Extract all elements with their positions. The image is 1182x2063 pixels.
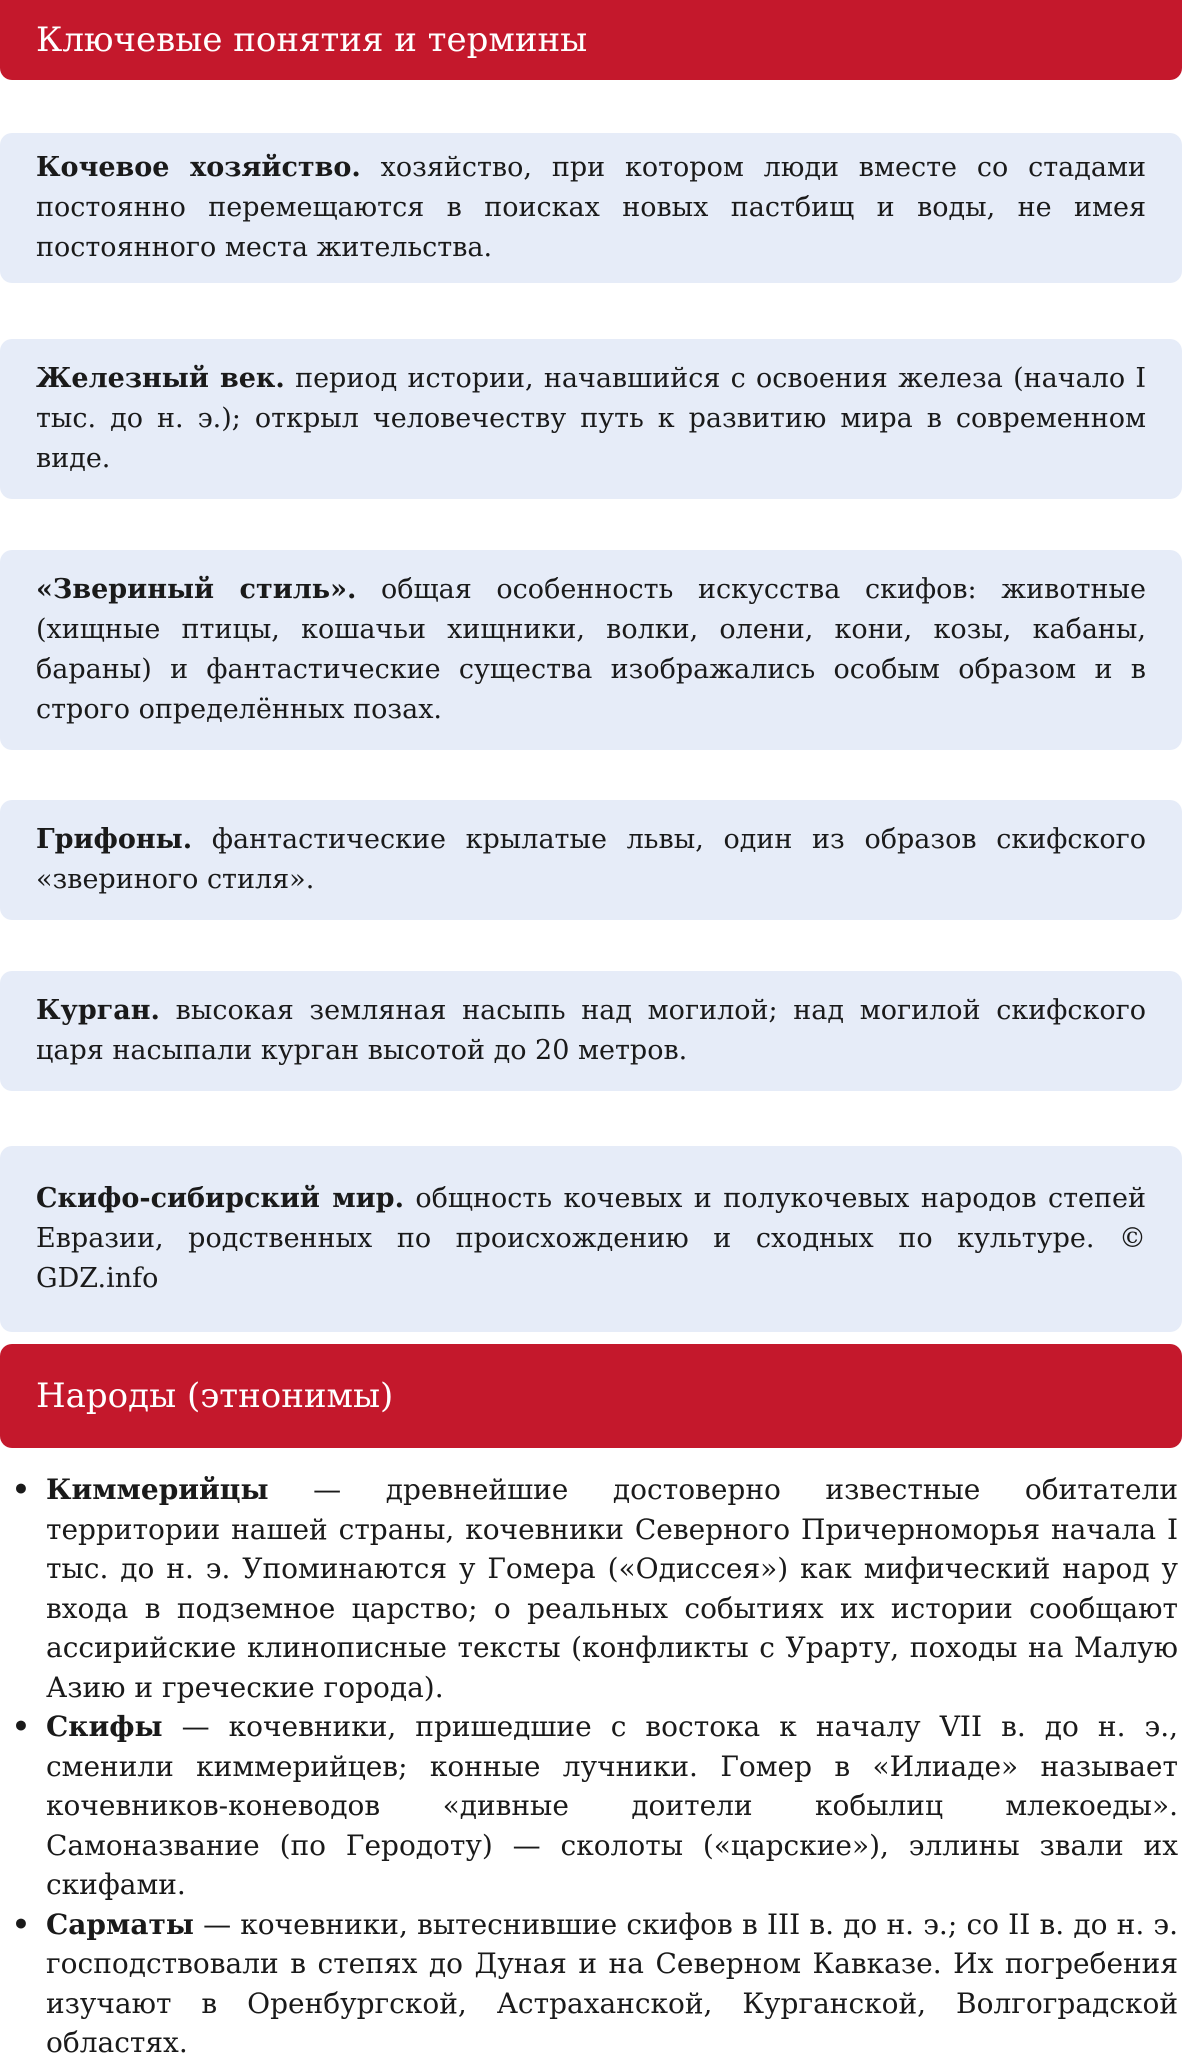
term-definition: общность кочевых и полукочевых народов степей Евразии, родственных по происхождению и сходных по культуре. © GDZ.info <box>36 1183 1146 1294</box>
people-name: Скифы <box>46 1710 163 1743</box>
term-name: Железный век. <box>36 363 285 394</box>
people-description: — кочевники, пришедшие с востока к началу VII в. до н. э., сменили киммерийцев; конные лучники. Гомер в «Илиаде» называет кочевников-коневодов «дивные доители кобылиц млекоеды». Самоназвание (по Геродоту) — сколоты («царские»), эллины звали их скифами. <box>46 1710 1178 1901</box>
term-card-animal-style <box>0 550 1182 750</box>
term-card-griffins <box>0 800 1182 920</box>
section-title: Ключевые понятия и термины <box>36 20 588 60</box>
term-definition: хозяйство, при котором люди вместе со стадами постоянно перемещаются в поисках новых пастбищ и воды, не имея постоянного места жительства. <box>36 152 1146 263</box>
people-name: Сарматы <box>46 1907 194 1941</box>
bullet-icon: • <box>12 1710 30 1743</box>
peoples-list <box>0 1470 1182 2063</box>
list-item <box>12 1707 1178 1905</box>
section-title: Народы (этнонимы) <box>36 1376 394 1416</box>
term-name: Грифоны. <box>36 824 193 855</box>
term-name: Кочевое хозяйство. <box>36 152 361 183</box>
list-item <box>12 1905 1178 2063</box>
term-name: «Звериный стиль». <box>36 574 357 605</box>
bullet-icon: • <box>12 1907 30 1941</box>
people-name: Киммерийцы <box>46 1473 269 1506</box>
term-name: Курган. <box>36 995 160 1026</box>
people-description: — кочевники, вытеснившие скифов в III в. до н. э.; со II в. до н. э. господствовали в степях до Дуная и на Северном Кавказе. Их погребения изучают в Оренбургской, Астраханской, Курганской, Волгоградской областях. <box>46 1907 1178 2059</box>
term-name: Скифо-сибирский мир. <box>36 1183 404 1214</box>
list-item <box>12 1470 1178 1707</box>
term-card-kurgan <box>0 971 1182 1091</box>
section-header-key-terms <box>0 0 1182 80</box>
term-definition: общая особенность искусства скифов: животные (хищные птицы, кошачьи хищники, волки, олени, кони, козы, кабаны, бараны) и фантастические существа изображались особым образом и в строго определённых позах. <box>36 574 1147 725</box>
term-definition: высокая земляная насыпь над могилой; над могилой скифского царя насыпали курган высотой до 20 метров. <box>36 995 1146 1066</box>
term-card-nomadic-economy <box>0 133 1182 283</box>
section-header-peoples <box>0 1344 1182 1448</box>
bullet-icon: • <box>12 1473 30 1506</box>
term-definition: фантастические крылатые львы, один из образов скифского «звериного стиля». <box>36 824 1146 895</box>
term-card-scytho-siberian-world <box>0 1146 1182 1332</box>
term-definition: период истории, начавшийся с освоения железа (начало I тыс. до н. э.); открыл человечеству путь к развитию мира в современном виде. <box>36 363 1146 474</box>
people-description: — древнейшие достоверно известные обитатели территории нашей страны, кочевники Северного Причерноморья начала I тыс. до н. э. Упоминаются у Гомера («Одиссея») как мифический народ у входа в подземное царство; о реальных событиях их истории сообщают ассирийские клинописные тексты (конфликты с Урарту, походы на Малую Азию и греческие города). <box>46 1473 1178 1704</box>
term-card-iron-age <box>0 339 1182 499</box>
